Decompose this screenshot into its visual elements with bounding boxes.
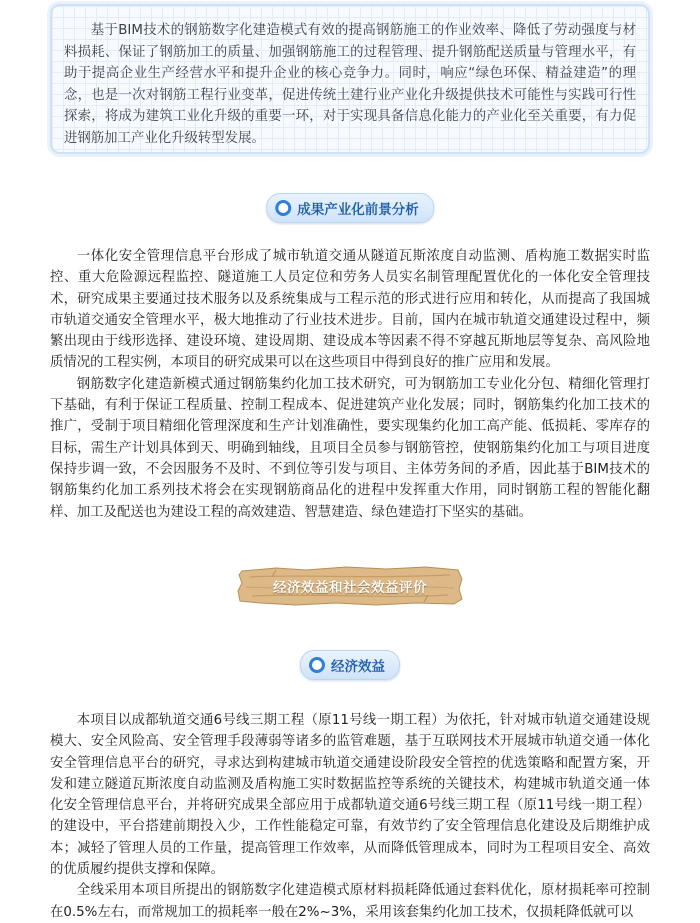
- wood-banner: [236, 565, 464, 607]
- ring-icon: [275, 200, 291, 216]
- section-heading-economic: [300, 650, 400, 680]
- intro-paragraph: 基于BIM技术的钢筋数字化建造模式有效的提高钢筋施工的作业效率、降低了劳动强度与材料损耗、保证了钢筋加工的质量、加强钢筋施工的过程管理、提升钢筋配送质量与管理水平，有助于提高企业生产经营水平和提升企业的核心竞争力。同时，响应“绿色环保、精益建造”的理念，也是一次对钢筋工程行业变革，促进传统土建行业产业化升级提供技术可能性与实践可行性探索，将成为建筑工业化升级的重要一环，对于实现具备信息化能力的产业化至关重要，有力促进钢筋加工产业化升级转型发展。: [64, 23, 636, 146]
- paragraph: 全线采用本项目所提出的钢筋数字化建造模式原材料损耗降低通过套料优化，原材损耗率可控制在0.5%左右，而常规加工的损耗率一般在2%~3%，采用该套集约化加工技术，仅损耗降低就可以: [50, 883, 650, 920]
- paragraph: 一体化安全管理信息平台形成了城市轨道交通从隧道瓦斯浓度自动监测、盾构施工数据实时监控、重大危险源远程监控、隧道施工人员定位和劳务人员实名制管理配置优化的一体化安全管理技术，研究成果主要通过技术服务以及系统集成与工程示范的形式进行应用和转化，从而提高了我国城市轨道交通安全管理水平，极大地推动了行业技术进步。目前，国内在城市轨道交通建设过程中，频繁出现由于线形选择、建设环境、建设周期、建设成本等因素不得不穿越瓦斯地层等复杂、高风险地质情况的工程实例，本项目的研究成果可以在这些项目中得到良好的推广应用和发展。: [50, 249, 650, 371]
- section-heading-label: 经济效益: [331, 659, 385, 675]
- section-heading-label: 成果产业化前景分析: [297, 202, 419, 218]
- banner-title: 经济效益和社会效益评价: [273, 580, 427, 596]
- ring-icon: [309, 657, 325, 673]
- paragraph: 本项目以成都轨道交通6号线三期工程（原11号线一期工程）为依托，针对城市轨道交通建设规模大、安全风险高、安全管理手段薄弱等诸多的监管难题，基于互联网技术开展城市轨道交通一体化安全管理信息平台的研究，寻求达到构建城市轨道交通建设阶段安全管控的优选策略和配置方案，开发和建立隧道瓦斯浓度自动监测及盾构施工实时数据监控等系统的关键技术，构建城市轨道交通一体化安全管理信息平台，并将研究成果全部应用于成都轨道交通6号线三期工程（原11号线一期工程）的建设中，平台搭建前期投入少，工作性能稳定可靠，有效节约了安全管理信息化建设及后期维护成本；减轻了管理人员的工作量，提高管理工作效率，从而降低管理成本，同时为工程项目安全、高效的优质履约提供支撑和保障。: [50, 713, 650, 878]
- paragraph: 钢筋数字化建造新模式通过钢筋集约化加工技术研究，可为钢筋加工专业化分包、精细化管理打下基础，有利于保证工程质量、控制工程成本、促进建筑产业化发展；同时，钢筋集约化加工技术的推广，受制于项目精细化管理深度和生产计划准确性，要实现集约化加工高产能、低损耗、零库存的目标，需生产计划具体到天、明确到轴线，且项目全员参与钢筋管控，使钢筋集约化加工与项目进度保持步调一致，不会因服务不及时、不到位等引发与项目、主体劳务间的矛盾，因此基于BIM技术的钢筋集约化加工系列技术将会在实现钢筋商品化的进程中发挥重大作用，同时钢筋工程的智能化翻样、加工及配送也为建设工程的高效建造、智慧建造、绿色建造打下坚实的基础。: [50, 376, 650, 520]
- section-heading-prospects: [266, 193, 434, 223]
- prospects-body: [50, 246, 650, 523]
- intro-grid-box: [50, 4, 650, 154]
- economic-body: [50, 710, 650, 923]
